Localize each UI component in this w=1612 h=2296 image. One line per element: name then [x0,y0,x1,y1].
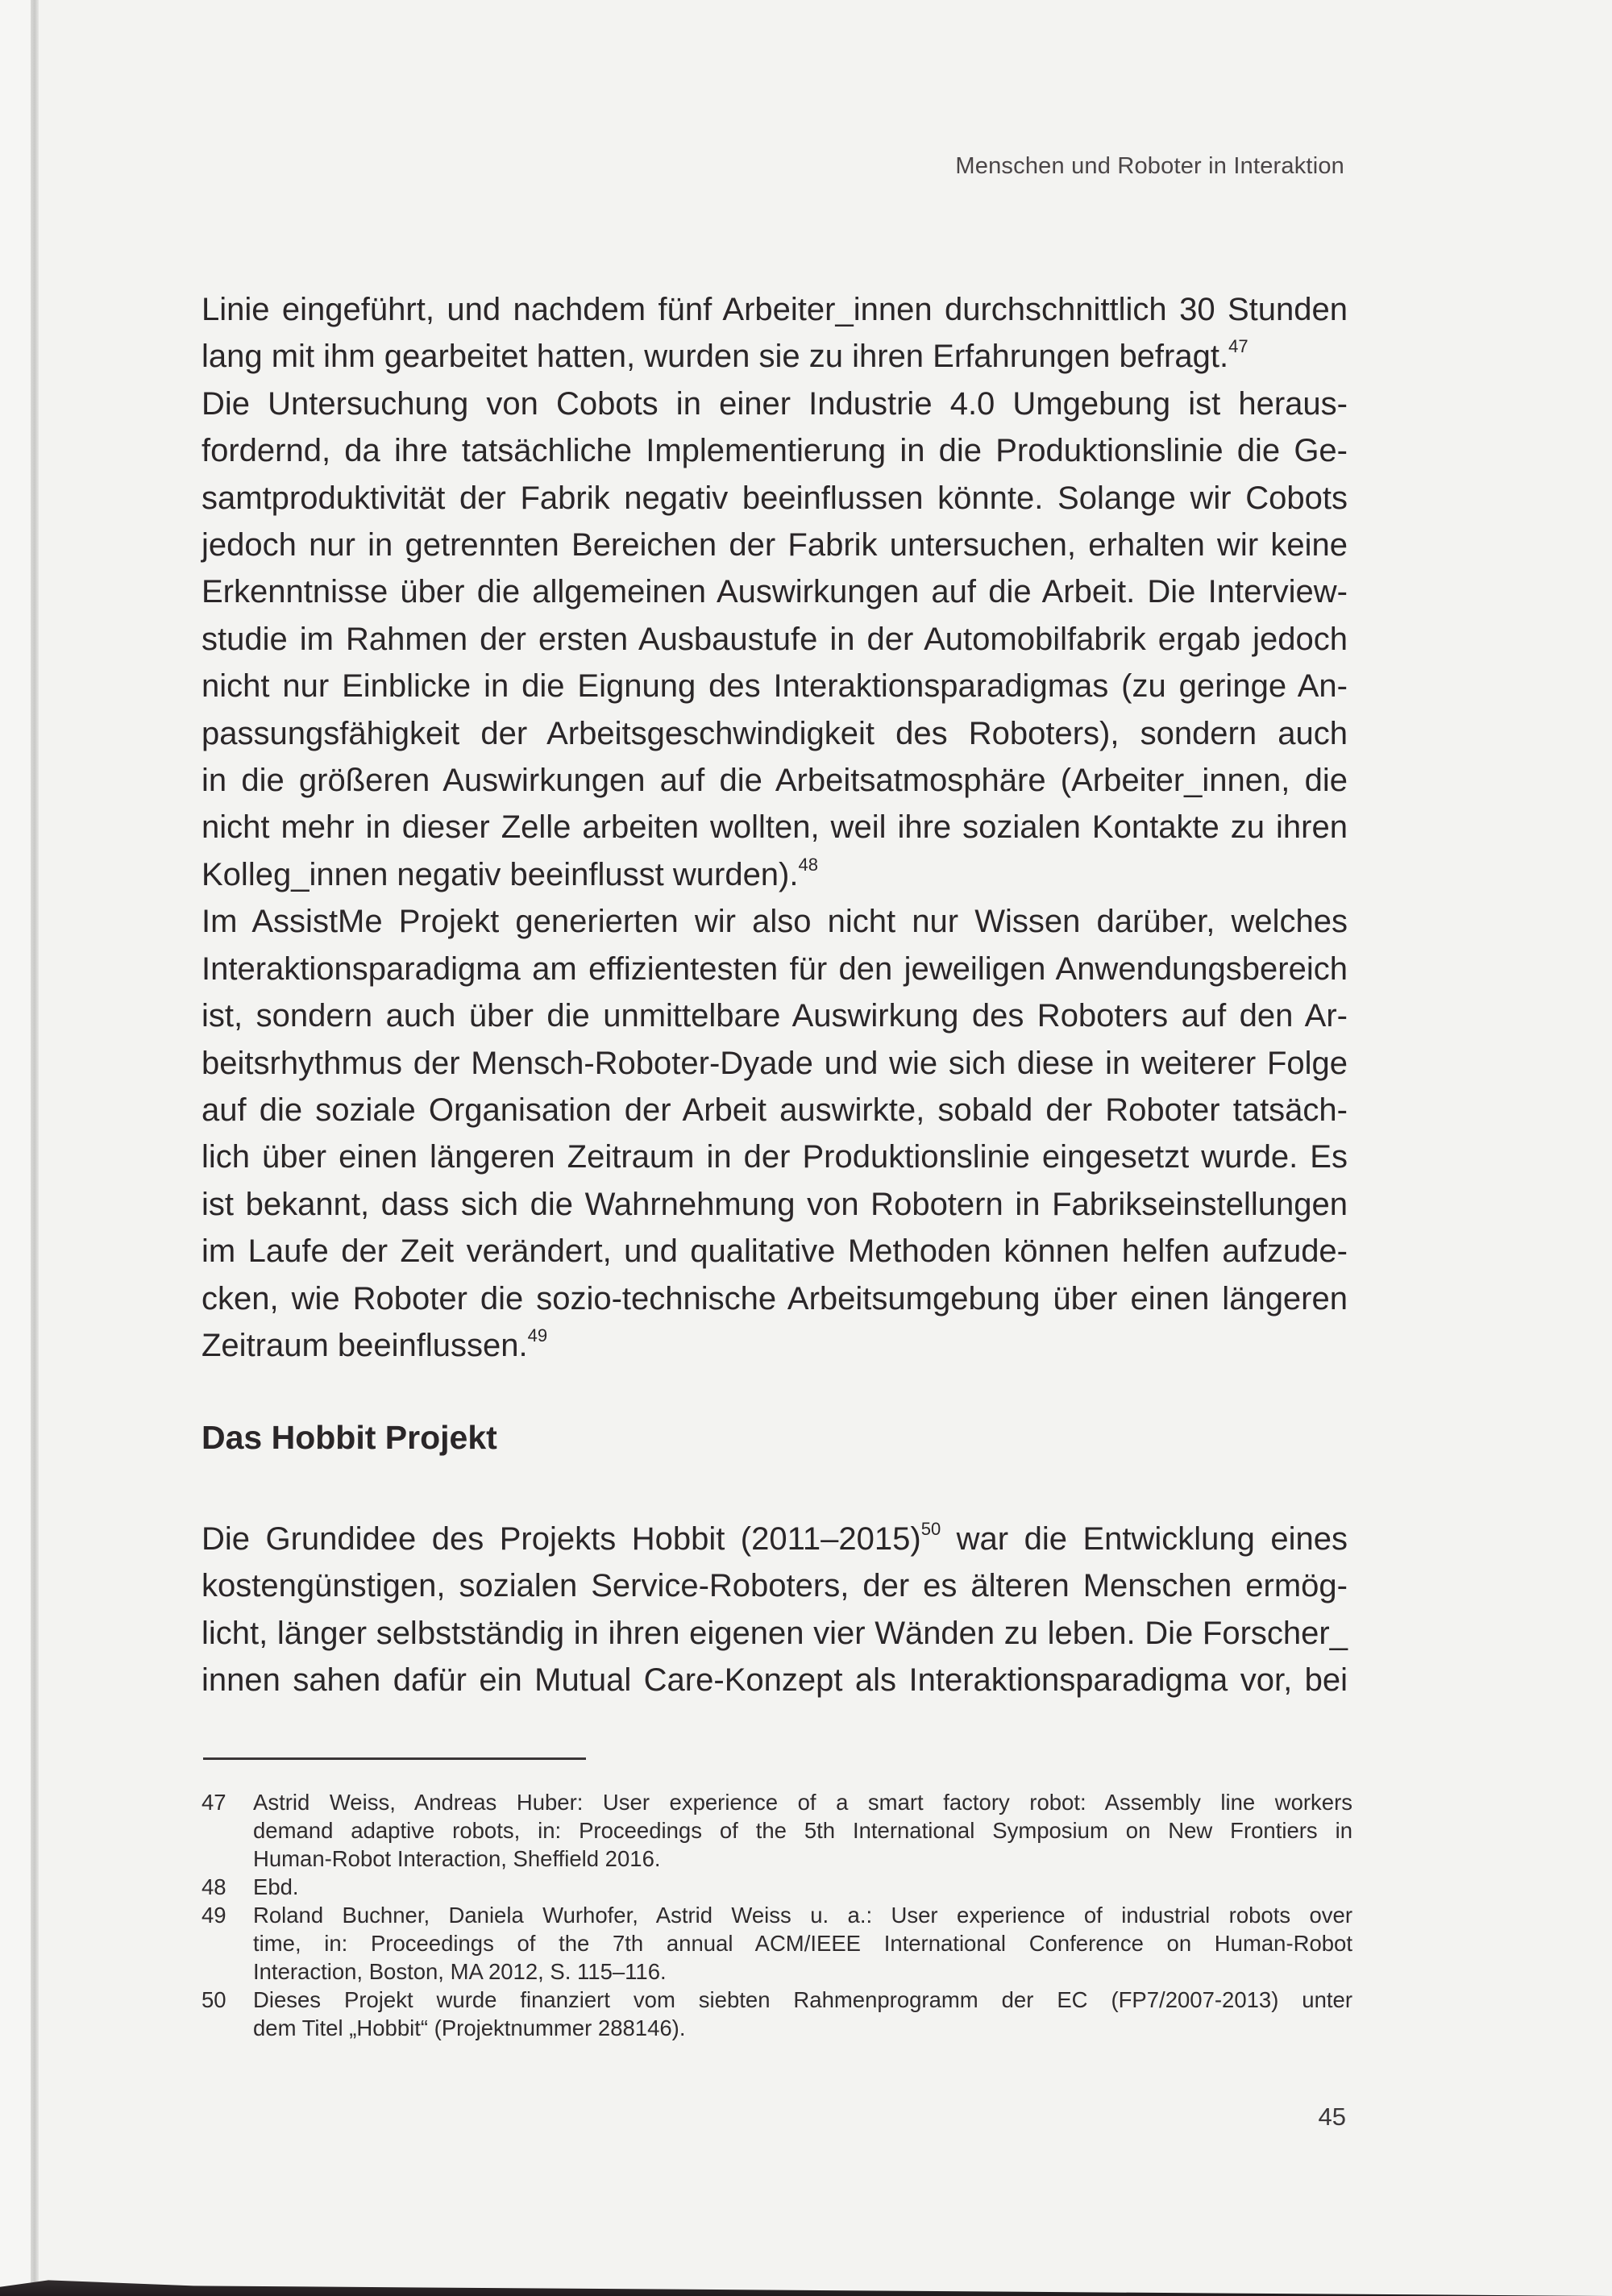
line-text: passungsfähigkeit der Arbeitsgeschwindigkeit des Roboters), sondern auch [202,715,1348,751]
line-text: ist bekannt, dass sich die Wahrnehmung von Robotern in Fabrikseinstellungen [202,1186,1348,1222]
line-text: cken, wie Roboter die sozio-technische Arbeitsumgebung über einen längeren [202,1280,1348,1316]
line-text: nicht mehr in dieser Zelle arbeiten wollten, weil ihre sozialen Kontakte zu ihren [202,809,1348,846]
footnote-line: time, in: Proceedings of the 7th annual ACM/IEEE International Conference on Human-Robot [253,1931,1352,1956]
text-line [202,1562,1348,1609]
footnote-50 [202,1986,1352,2042]
text-line [202,333,1348,380]
footnote-number: 49 [202,1903,226,1928]
line-text: beitsrhythmus der Mensch-Roboter-Dyade und wie sich diese in weiterer Folge [202,1045,1348,1081]
footnote-47 [202,1788,1352,1873]
line-text: lang mit ihm gearbeitet hatten, wurden sie zu ihren Erfahrungen befragt. [202,339,1229,375]
footnote-line: demand adaptive robots, in: Proceedings of the 5th International Symposium on New Frontiers in [253,1818,1352,1843]
text-line [202,1516,1348,1562]
footnote-line: Ebd. [253,1874,299,1899]
footnote-number: 47 [202,1790,226,1815]
footnote-ref[interactable]: 47 [1228,336,1248,357]
line-text: Kolleg_innen negativ beeinflusst wurden). [202,856,799,892]
binding-edge [31,0,39,2296]
text-line [202,1610,1348,1657]
footnote-ref[interactable]: 49 [527,1325,548,1346]
text-line [202,1322,1348,1369]
line-text: studie im Rahmen der ersten Ausbaustufe in der Automobilfabrik ergab jedoch [202,621,1348,657]
line-text: innen sahen dafür ein Mutual Care-Konzept als Interaktionsparadigma vor, bei [202,1662,1348,1699]
text-line [202,427,1348,474]
footnote-line: Human-Robot Interaction, Sheffield 2016. [253,1846,661,1871]
line-text: samtproduktivität der Fabrik negativ beeinflussen könnte. Solange wir Cobots [202,480,1348,516]
text-line [202,286,1348,333]
text-line [202,757,1348,804]
text-line [202,522,1348,568]
footnote-48 [202,1873,1352,1901]
text-line [202,1133,1348,1180]
line-text: licht, länger selbstständig in ihren eigenen vier Wänden zu leben. Die Forscher_ [202,1615,1348,1651]
line-text: jedoch nur in getrennten Bereichen der Fabrik untersuchen, erhalten wir keine [202,527,1348,564]
footnote-line: Roland Buchner, Daniela Wurhofer, Astrid Weiss u. a.: User experience of industrial robots over [253,1903,1352,1928]
text-line [202,381,1348,427]
footnote-line: Interaction, Boston, MA 2012, S. 115–116. [253,1959,667,1984]
footnote-line: dem Titel „Hobbit“ (Projektnummer 288146). [253,2015,686,2040]
line-text: Zeitraum beeinflussen. [202,1327,528,1363]
line-text: lich über einen längeren Zeitraum in der Produktionslinie eingesetzt wurde. Es [202,1139,1348,1175]
footnote-49 [202,1901,1352,1986]
footnote-line: Astrid Weiss, Andreas Huber: User experience of a smart factory robot: Assembly line workers [253,1790,1352,1815]
line-text: Linie eingeführt, und nachdem fünf Arbeiter_innen durchschnittlich 30 Stunden [202,292,1348,327]
text-line [202,1275,1348,1322]
footnote-line: Dieses Projekt wurde finanziert vom siebten Rahmenprogramm der EC (FP7/2007-2013) unter [253,1987,1352,2012]
text-line [202,992,1348,1039]
page-gutter [0,0,32,2296]
line-text: Die Grundidee des Projekts Hobbit (2011–2015) [202,1521,921,1557]
text-line [202,851,1348,898]
line-text: Interaktionsparadigma am effizientesten für den jeweiligen Anwendungsbereich [202,950,1348,987]
text-line [202,1657,1348,1703]
line-text: auf die soziale Organisation der Arbeit auswirkte, sobald der Roboter tatsäch- [202,1092,1348,1128]
footnote-divider [203,1757,586,1760]
line-text: Im AssistMe Projekt generierten wir also nicht nur Wissen darüber, welches [202,904,1348,940]
line-text: Die Untersuchung von Cobots in einer Industrie 4.0 Umgebung ist heraus- [202,385,1348,422]
section-heading-hobbit: Das Hobbit Projekt [202,1419,497,1456]
footnote-ref[interactable]: 48 [798,854,818,875]
text-line [202,475,1348,522]
line-text: kostengünstigen, sozialen Service-Roboters, der es älteren Menschen ermög- [202,1568,1348,1604]
text-line [202,1087,1348,1133]
body-section-hobbit [202,1516,1348,1704]
footnote-number: 50 [202,1987,226,2012]
text-line [202,1181,1348,1228]
body-section-assistme [202,286,1348,1369]
footnote-number: 48 [202,1874,226,1899]
text-line [202,663,1348,709]
line-text: nicht nur Einblicke in die Eignung des Interaktionsparadigmas (zu geringe An- [202,668,1348,705]
line-text: war die Entwicklung eines [941,1521,1348,1557]
scan-shadow [0,2273,1612,2296]
page-number: 45 [1318,2103,1346,2131]
text-line [202,710,1348,757]
line-text: in die größeren Auswirkungen auf die Arbeitsatmosphäre (Arbeiter_innen, die [202,763,1348,799]
text-line [202,1228,1348,1275]
text-line [202,568,1348,615]
line-text: Erkenntnisse über die allgemeinen Auswirkungen auf die Arbeit. Die Interview- [202,574,1348,610]
line-text: ist, sondern auch über die unmittelbare Auswirkung des Roboters auf den Ar- [202,998,1348,1034]
text-line [202,946,1348,992]
text-line [202,804,1348,851]
footnote-ref[interactable]: 50 [920,1519,941,1539]
line-text: im Laufe der Zeit verändert, und qualitative Methoden können helfen aufzude- [202,1233,1348,1270]
text-line [202,616,1348,663]
text-line [202,898,1348,945]
footnotes [202,1788,1352,2042]
line-text: fordernd, da ihre tatsächliche Implementierung in die Produktionslinie die Ge- [202,433,1348,469]
text-line [202,1040,1348,1087]
running-head: Menschen und Roboter in Interaktion [955,153,1344,179]
